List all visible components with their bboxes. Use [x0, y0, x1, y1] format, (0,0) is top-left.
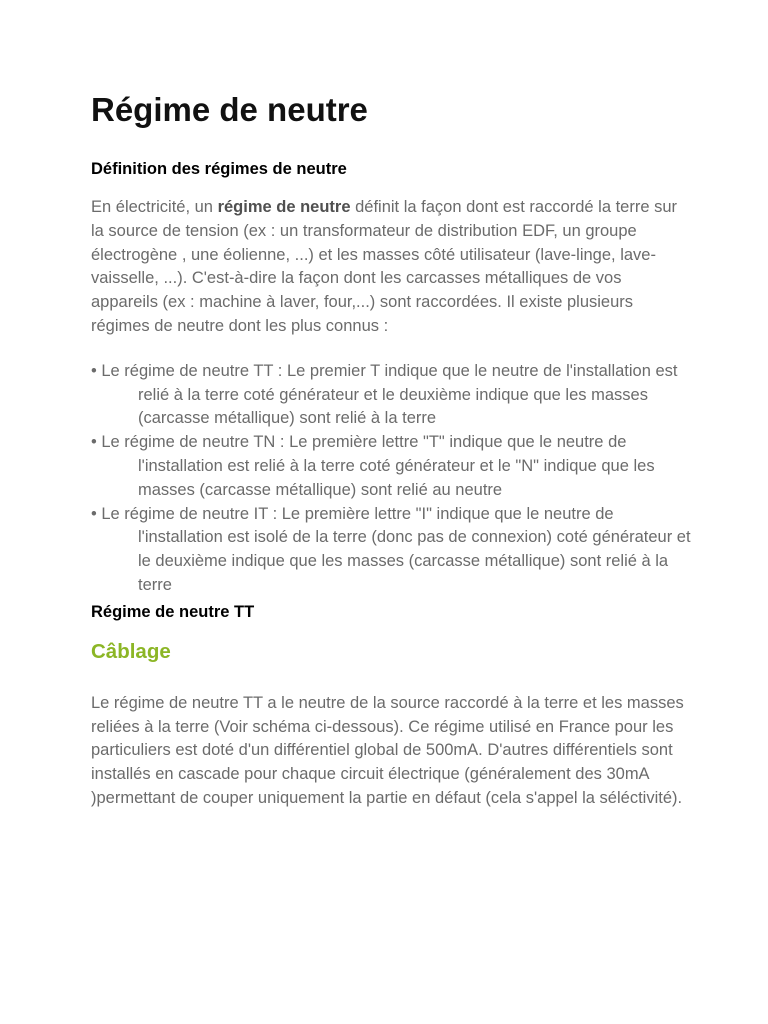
list-item [91, 360, 691, 431]
intro-bold-term: régime de neutre [217, 198, 351, 216]
cablage-heading: Câblage [91, 639, 171, 663]
bullet-list [91, 360, 691, 598]
definition-heading: Définition des régimes de neutre [91, 160, 347, 178]
bullet-symbol: • [91, 361, 97, 380]
page-title: Régime de neutre [91, 91, 368, 128]
tt-heading: Régime de neutre TT [91, 602, 255, 621]
document-page [91, 88, 691, 811]
list-item [91, 431, 691, 502]
intro-suffix: définit la façon dont est raccordé la terre sur la source de tension (ex : un transformateur de distribution EDF, un groupe électrogène , une éolienne, ...) et les masses côté utilisateur (lave-linge, lave-vaisselle, ...). C'est-à-dire la façon dont les carcasses métalliques de vos appareils (ex : machine à laver, four,...) sont raccordées. Il existe plusieurs régimes de neutre dont les plus connus : [91, 198, 678, 335]
bullet-symbol: • [91, 433, 97, 452]
list-item-text: Le régime de neutre TN : Le première lettre "T" indique que le neutre de l'installation est relié à la terre coté générateur et le "N" indique que les masses (carcasse métallique) sont relié au neutre [101, 433, 655, 499]
bullet-symbol: • [91, 504, 97, 523]
intro-prefix: En électricité, un [91, 198, 218, 216]
list-item [91, 503, 691, 598]
cablage-paragraph: Le régime de neutre TT a le neutre de la source raccordé à la terre et les masses reliées à la terre (Voir schéma ci-dessous). Ce régime utilisé en France pour les particuliers est doté d'un différentiel global de 500mA. D'autres différentiels sont installés en cascade pour chaque circuit électrique (généralement des 30mA )permettant de couper uniquement la partie en défaut (cela s'appel la séléctivité). [91, 693, 684, 807]
intro-paragraph [91, 196, 691, 339]
list-item-text: Le régime de neutre IT : Le première lettre "I" indique que le neutre de l'installation est isolé de la terre (donc pas de connexion) coté générateur et le deuxième indique que les masses (carcasse métallique) sont relié à la terre [101, 504, 691, 594]
list-item-text: Le régime de neutre TT : Le premier T indique que le neutre de l'installation est relié à la terre coté générateur et le deuxième indique que les masses (carcasse métallique) sont relié à la terre [101, 361, 678, 428]
